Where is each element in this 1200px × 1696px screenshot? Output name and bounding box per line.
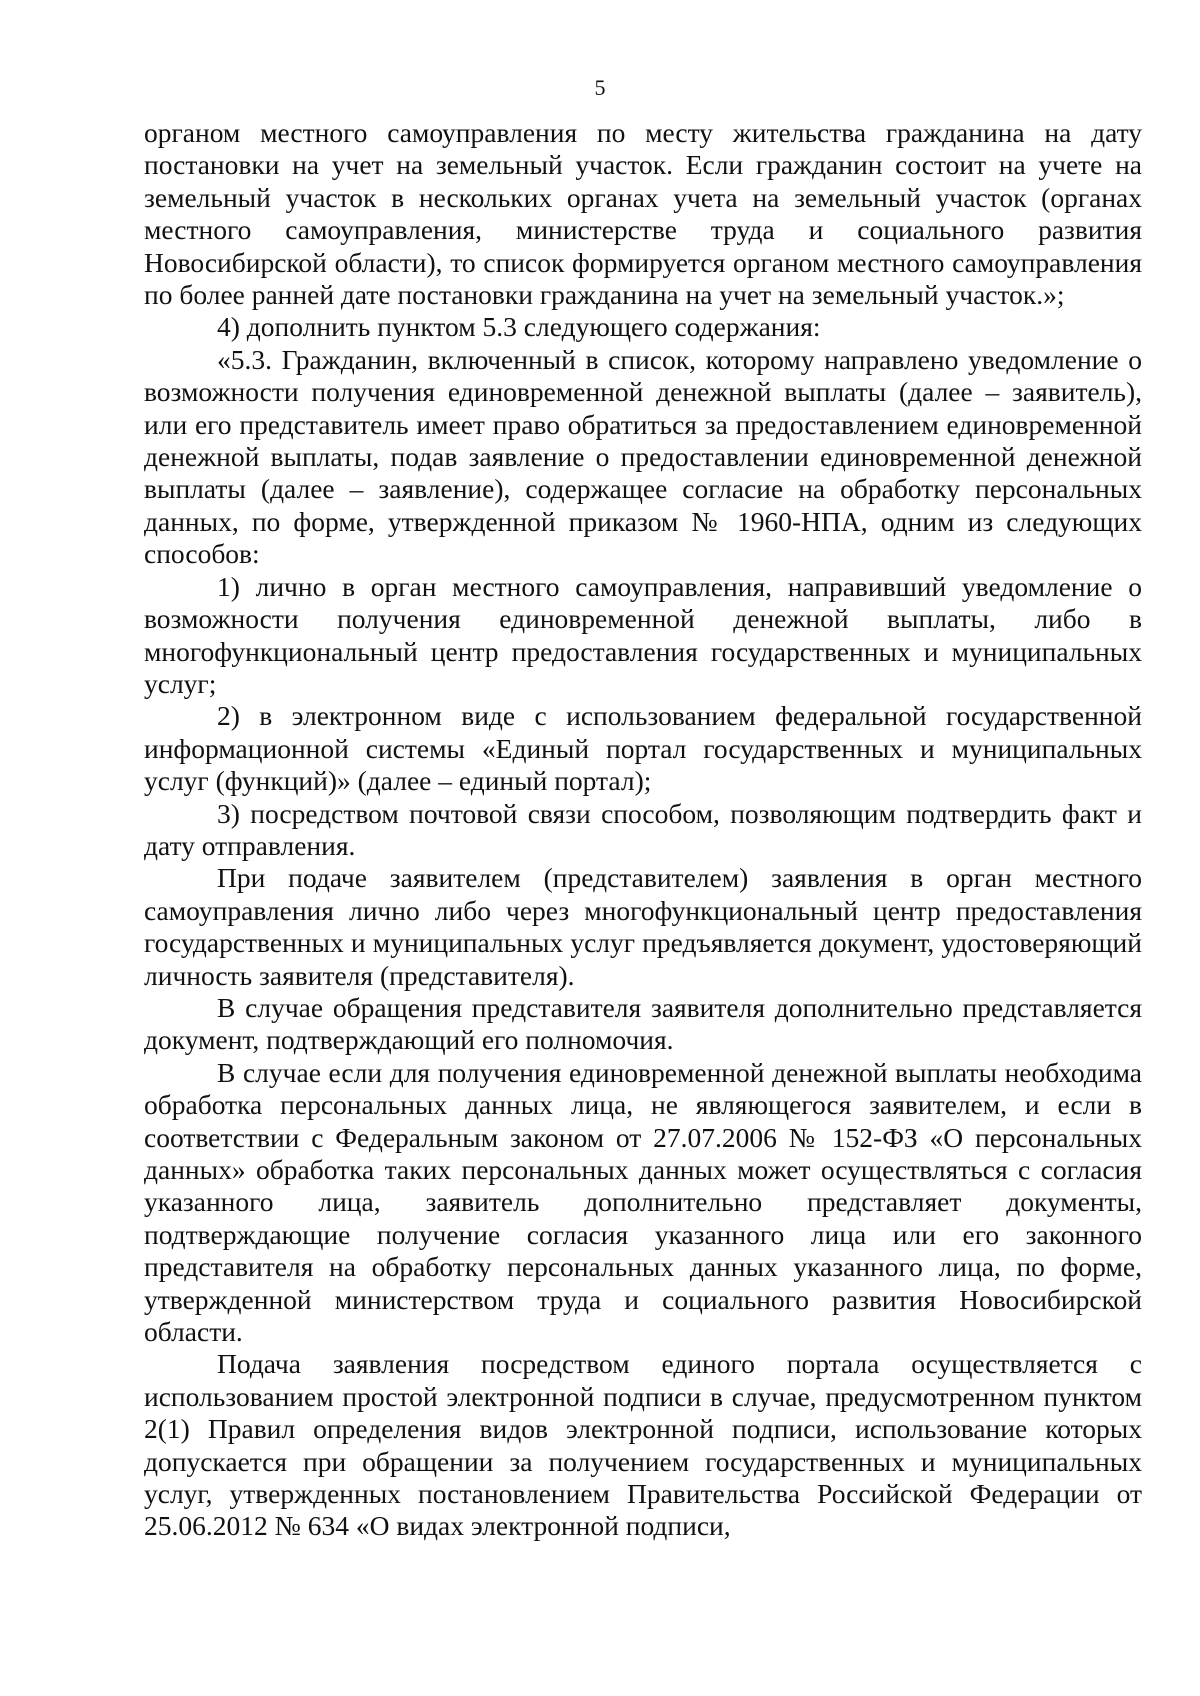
paragraph-method-2: 2) в электронном виде с использованием федеральной государственной информационной системы «Единый портал государственных и муниципальных услуг (функций)» (далее – единый портал); [144,700,1142,797]
paragraph-personal-data-consent: В случае если для получения единовременной денежной выплаты необходима обработка персональных данных лица, не являющегося заявителем, и если в соответствии с Федеральным законом от 27.07.2006 № 152-ФЗ «О персональных данных» обработка таких персональных данных может осуществляться с согласия указанного лица, заявитель дополнительно представляет документы, подтверждающие получение согласия указанного лица или его законного представителя на обработку персональных данных указанного лица, по форме, утвержденной министерством труда и социального развития Новосибирской области. [144,1056,1142,1348]
paragraph-method-1: 1) лично в орган местного самоуправления, направивший уведомление о возможности получения единовременной денежной выплаты, либо в многофункциональный центр предоставления государственных и муниципальных услуг; [144,570,1142,699]
paragraph-clause-5-3: «5.3. Гражданин, включенный в список, которому направлено уведомление о возможности получения единовременной денежной выплаты (далее – заявитель), или его представитель имеет право обратиться за предоставлением единовременной денежной выплаты, подав заявление о предоставлении единовременной денежной выплаты (далее – заявление), содержащее согласие на обработку персональных данных, по форме, утвержденной приказом № 1960-НПА, одним из следующих способов: [144,343,1142,570]
paragraph-electronic-signature: Подача заявления посредством единого портала осуществляется с использованием простой электронной подписи в случае, предусмотренном пунктом 2(1) Правил определения видов электронной подписи, использование которых допускается при обращении за получением государственных и муниципальных услуг, утвержденных постановлением Правительства Российской Федерации от 25.06.2012 № 634 «О видах электронной подписи, [144,1348,1142,1542]
paragraph-method-3: 3) посредством почтовой связи способом, позволяющим подтвердить факт и дату отправления. [144,797,1142,861]
paragraph-amendment-item-4: 4) дополнить пунктом 5.3 следующего содержания: [217,311,821,343]
paragraph-identity-document: При подаче заявителем (представителем) заявления в орган местного самоуправления лично либо через многофункциональный центр предоставления государственных и муниципальных услуг предъявляется документ, удостоверяющий личность заявителя (представителя). [144,862,1142,991]
paragraph-representative: В случае обращения представителя заявителя дополнительно представляется документ, подтверждающий его полномочия. [144,991,1142,1056]
paragraph-continuation: органом местного самоуправления по месту жительства гражданина на дату постановки на учет на земельный участок. Если гражданин состоит на учете на земельный участок в нескольких органах учета на земельный участок (органах местного самоуправления, министерстве труда и социального развития Новосибирской области), то список формируется органом местного самоуправления по более ранней дате постановки гражданина на учет на земельный участок.»; [144,117,1142,311]
page-number: 5 [594,75,606,100]
document-body [144,117,1142,1543]
